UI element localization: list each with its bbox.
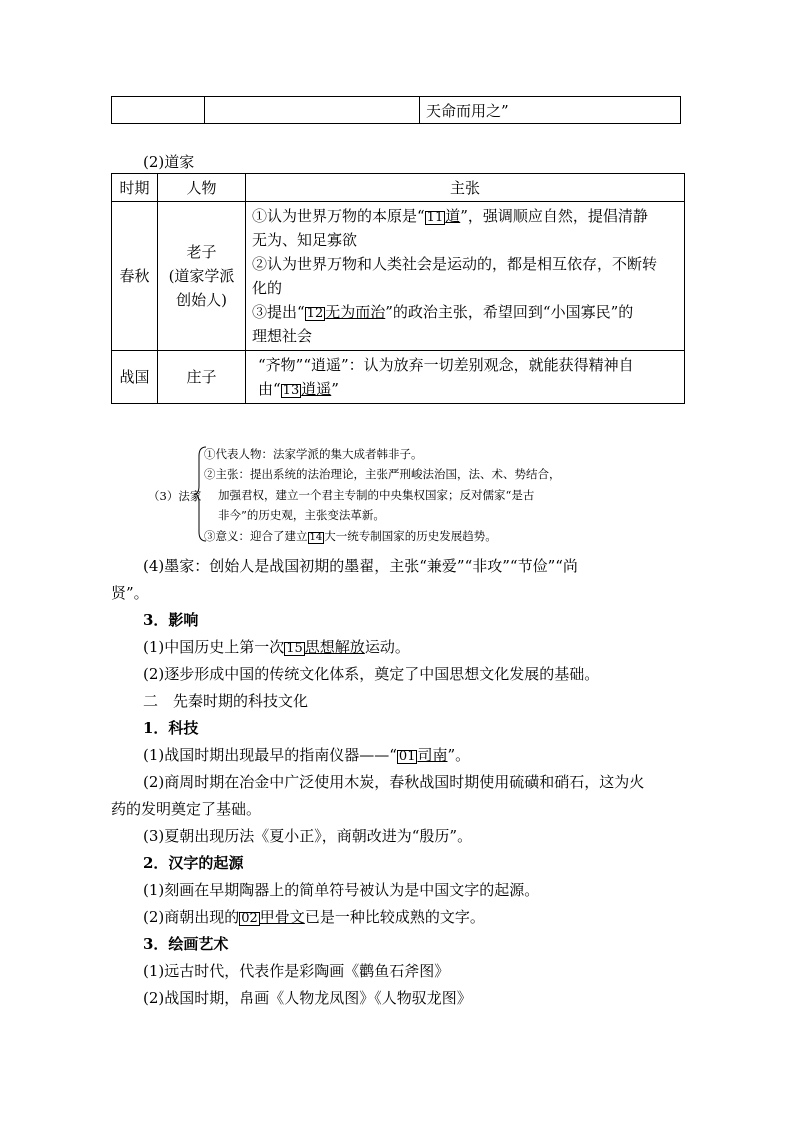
claim-line: 无为、知足寡欲: [252, 231, 358, 249]
table-row: [112, 202, 685, 351]
tech-heading: 1．科技: [143, 719, 199, 737]
top-table-cell-2: [205, 97, 420, 124]
answer-number: 11: [426, 210, 444, 225]
table-header-row: [112, 174, 685, 202]
answer-number: 15: [286, 641, 303, 656]
tech-line: (2)商周时期在冶金中广泛使用木炭，春秋战国时期使用硫磺和硝石，这为火: [143, 773, 645, 791]
top-table-fragment: [111, 96, 681, 124]
claim-line: ③提出“ 12 无为而治”的政治主张，希望回到“小国寡民”的: [252, 303, 634, 321]
top-table-cell-1: [112, 97, 205, 124]
claim-cell: [246, 202, 685, 351]
characters-line: (2)商朝出现的 02 甲骨文已是一种比较成熟的文字。: [143, 908, 485, 926]
answer-text: 司南: [417, 746, 448, 764]
fajia-line: 非今”的历史观，主张变法革新。: [218, 508, 385, 522]
influence-line: (1)中国历史上第一次 15 思想解放运动。: [143, 638, 410, 656]
fajia-line: ③意义：迎合了建立 14 大一统专制国家的历史发展趋势。: [204, 529, 497, 543]
person-note: (道家学派: [168, 267, 235, 285]
tech-line: (1)战国时期出现最早的指南仪器——“ 01 司南”。: [143, 746, 471, 764]
person-cell: [158, 202, 246, 351]
answer-text: 逍遥: [301, 380, 332, 398]
answer-number: 01: [398, 749, 416, 764]
claim-cell: [246, 351, 685, 404]
answer-number: 13: [282, 383, 300, 398]
characters-heading: 2．汉字的起源: [143, 854, 244, 872]
claim-line: 化的: [252, 279, 283, 297]
fajia-line: 加强君权，建立一个君主专制的中央集权国家；反对儒家“是古: [218, 488, 535, 502]
fajia-label: （3）法家: [148, 489, 202, 503]
influence-heading: 3．影响: [143, 611, 199, 629]
tech-line: 药的发明奠定了基础。: [111, 800, 262, 818]
answer-number: 12: [306, 306, 324, 321]
answer-number: 02: [241, 911, 258, 926]
header-person: 人物: [158, 174, 246, 202]
claim-line: 由“ 13 逍遥”: [258, 380, 339, 398]
answer-number: 14: [309, 532, 323, 543]
header-period: 时期: [112, 174, 158, 202]
claim-line: ②认为世界万物和人类社会是运动的，都是相互依存，不断转: [252, 255, 658, 273]
claim-line: ①认为世界万物的本原是“ 11 道”，强调顺应自然，提倡清静: [252, 207, 648, 225]
period-cell: 春秋: [112, 202, 158, 351]
fajia-line: ①代表人物：法家学派的集大成者韩非子。: [204, 447, 423, 461]
painting-line: (1)远古时代，代表作是彩陶画《鹳鱼石斧图》: [143, 962, 450, 980]
period-cell: 战国: [112, 351, 158, 404]
mojia-line: 贤”。: [111, 584, 149, 602]
claim-line: “齐物”“逍遥”：认为放弃一切差别观念，就能获得精神自: [258, 356, 634, 374]
person-note: 创始人): [176, 291, 227, 309]
mojia-line: (4)墨家：创始人是战国初期的墨翟，主张“兼爱”“非攻”“节俭”“尚: [143, 557, 578, 575]
tech-line: (3)夏朝出现历法《夏小正》，商朝改进为“殷历”。: [143, 827, 473, 845]
fajia-line: ②主张：提出系统的法治理论，主张严刑峻法治国，法、术、势结合，: [204, 467, 561, 481]
answer-text: 道: [445, 207, 461, 225]
top-table-cell-3: 天命而用之”: [420, 97, 681, 124]
answer-text: 思想解放: [304, 638, 365, 656]
painting-heading: 3．绘画艺术: [143, 935, 229, 953]
influence-line: (2)逐步形成中国的传统文化体系，奠定了中国思想文化发展的基础。: [143, 665, 600, 683]
claim-line: 理想社会: [252, 327, 313, 345]
answer-text: 无为而治: [325, 303, 386, 321]
header-claim: 主张: [246, 174, 685, 202]
daojia-title: (2)道家: [143, 153, 195, 171]
characters-line: (1)刻画在早期陶器上的简单符号被认为是中国文字的起源。: [143, 881, 540, 899]
answer-text: 甲骨文: [259, 908, 305, 926]
person-cell: 庄子: [158, 351, 246, 404]
section-heading: 二 先秦时期的科技文化: [143, 692, 309, 710]
person-name: 老子: [186, 243, 217, 261]
painting-line: (2)战国时期，帛画《人物龙凤图》《人物驭龙图》: [143, 989, 472, 1007]
daojia-table: [111, 173, 685, 404]
table-row: [112, 351, 685, 404]
